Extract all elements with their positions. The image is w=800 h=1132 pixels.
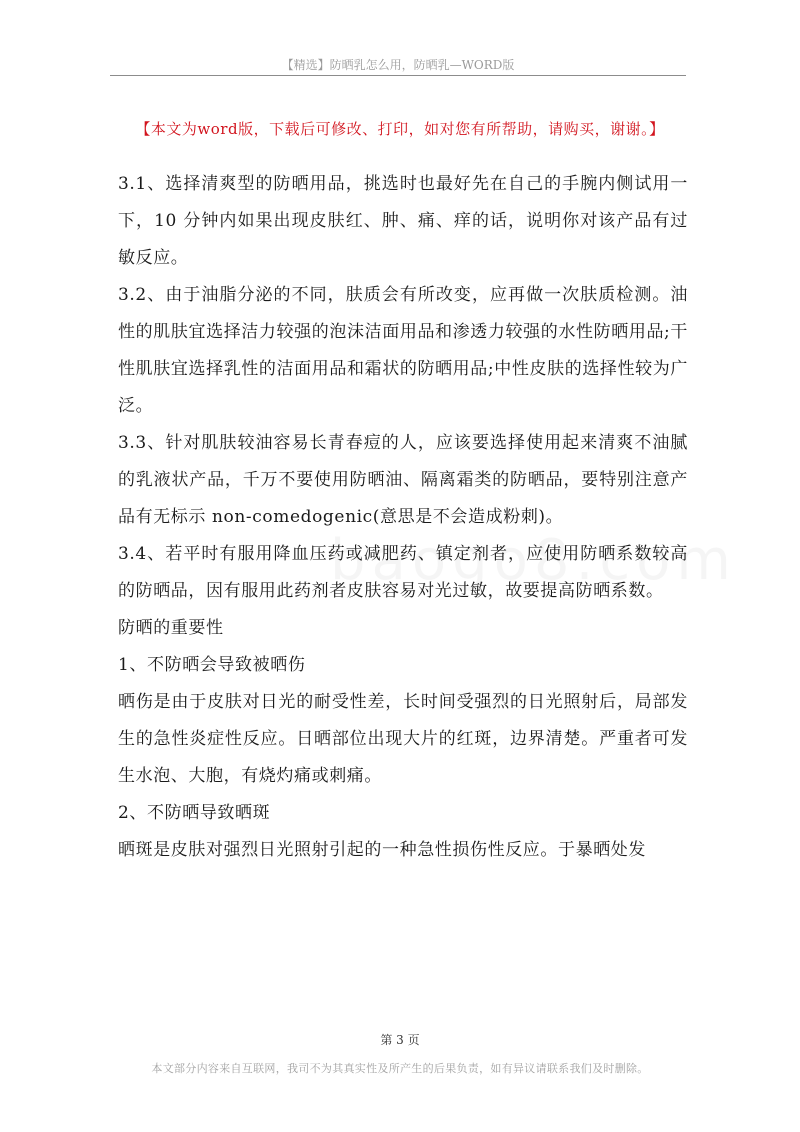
paragraph-sun-spots: 晒斑是皮肤对强烈日光照射引起的一种急性损伤性反应。于暴晒处发	[118, 840, 646, 860]
document-header: 【精选】防晒乳怎么用，防晒乳—WORD版	[281, 58, 515, 72]
word-version-notice: 【本文为word版，下载后可修改、打印，如对您有所帮助，请购买，谢谢。】	[135, 120, 665, 138]
page-number: 第 3 页	[380, 1033, 420, 1047]
document-footer: 本文部分内容来自互联网，我司不为其真实性及所产生的后果负责，如有异议请联系我们及时删除。	[151, 1062, 649, 1075]
document-body	[118, 166, 688, 869]
subheading-sunburn: 1、不防晒会导致被晒伤	[118, 655, 306, 675]
paragraph-sunburn: 晒伤是由于皮肤对日光的耐受性差，长时间受强烈的日光照射后，局部发生的急性炎症性反应。日晒部位出现大片的红斑，边界清楚。严重者可发生水泡、大胞，有烧灼痛或刺痛。	[118, 692, 688, 786]
paragraph-3-1: 3.1、选择清爽型的防晒用品，挑选时也最好先在自己的手腕内侧试用一下，10 分钟内如果出现皮肤红、肿、痛、痒的话，说明你对该产品有过敏反应。	[118, 174, 688, 268]
subheading-sun-spots: 2、不防晒导致晒斑	[118, 803, 271, 823]
section-heading-importance: 防晒的重要性	[118, 618, 224, 638]
header-divider	[110, 75, 686, 76]
paragraph-3-3: 3.3、针对肌肤较油容易长青春痘的人，应该要选择使用起来清爽不油腻的乳液状产品，千万不要使用防晒油、隔离霜类的防晒品，要特别注意产品有无标示 non-comedogenic(意思是不会造成粉刺)。	[118, 433, 688, 527]
paragraph-3-2: 3.2、由于油脂分泌的不同，肤质会有所改变，应再做一次肤质检测。油性的肌肤宜选择洁力较强的泡沫洁面用品和渗透力较强的水性防晒用品;干性肌肤宜选择乳性的洁面用品和霜状的防晒用品;中性皮肤的选择性较为广泛。	[118, 285, 688, 416]
paragraph-3-4: 3.4、若平时有服用降血压药或减肥药、镇定剂者，应使用防晒系数较高的防晒品，因有服用此药剂者皮肤容易对光过敏，故要提高防晒系数。	[118, 544, 688, 601]
